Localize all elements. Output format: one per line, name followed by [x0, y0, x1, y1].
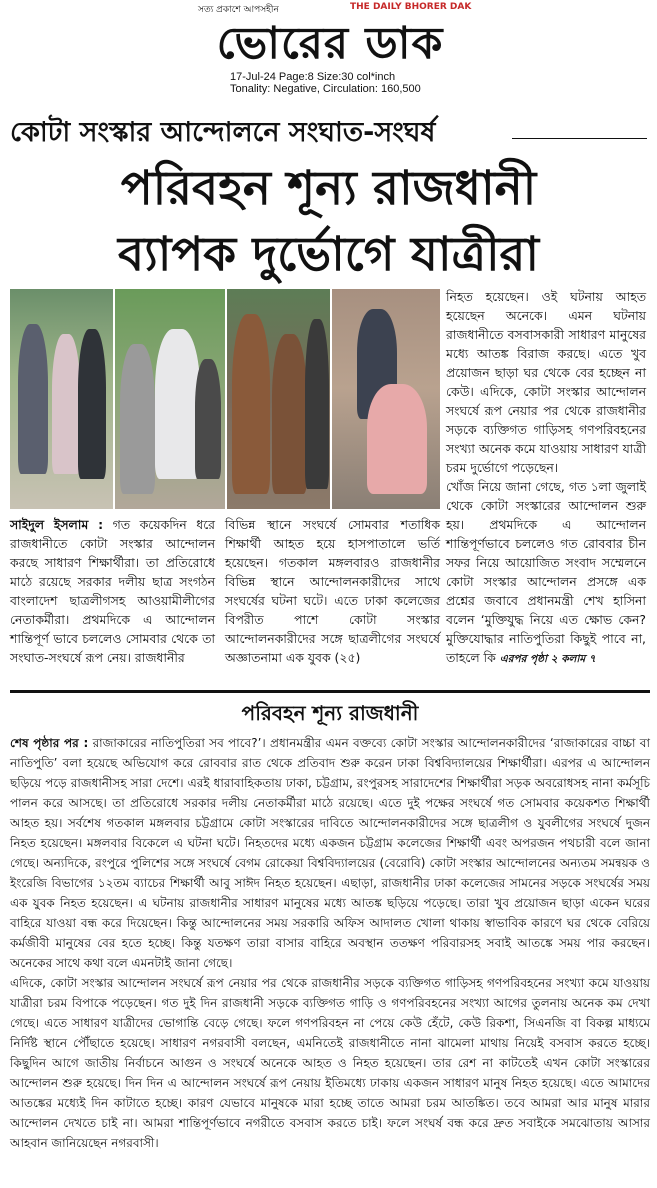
continuation-lead: শেষ পৃষ্ঠার পর : — [10, 736, 89, 750]
column-3-paragraph-1: নিহত হয়েছেন। ওই ঘটনায় আহত হয়েছেন অনেকে। এমন ঘটনায় রাজধানীতে বসবাসকারী সাধারণ মানুষের মধ্যে আতঙ্ক বিরাজ করছে। এতে খুব প্রয়োজন ছাড়া ঘর থেকে বের হচ্ছেন না কেউ। এদিকে, কোটা সংস্কার আন্দোলন সংঘর্ষে রূপ নেয়ার পর থেকে রাজধানীর সড়কে ব্যক্তিগত গাড়িসহ গণপরিবহনের সংখ্যা অনেক কমে যাওয়ায় সাধারণ যাত্রী চরম দুর্ভোগে পড়েছেন। — [446, 289, 646, 475]
photo-protesters-4 — [332, 289, 440, 509]
clip-metadata — [230, 71, 421, 95]
continuation-title: পরিবহন শূন্য রাজধানী — [241, 701, 419, 725]
newspaper-logo: ভোরের ডাক — [216, 18, 444, 69]
masthead — [0, 0, 657, 105]
continuation-section — [10, 690, 650, 1187]
photo-protesters-3 — [227, 289, 330, 509]
continuation-body — [10, 733, 650, 1153]
headline-line-1: পরিবহন শূন্য রাজধানী — [120, 161, 537, 216]
article-column-3 — [446, 287, 646, 669]
clip-tonality-line: Tonality: Negative, Circulation: 160,500 — [230, 83, 421, 95]
headline-line-2: ব্যাপক দুর্ভোগে যাত্রীরা — [117, 227, 539, 282]
column-1-text: গত কয়েকদিন ধরে রাজধানীতে কোটা সংস্কার আন্দোলন করছে সাধারণ শিক্ষার্থীরা। তা প্রতিরোধে মাঠে রয়েছে সরকার দলীয় ছাত্র সংগঠন বাংলাদেশ ছাত্রলীগসহ আওয়ামীলীগের নেতাকর্মীরা। প্রথমদিকে এ আন্দোলন শান্তিপূর্ণ ভাবে চললেও সোমবার থেকে তা সংঘাত-সংঘর্ষে রূপ নেয়। রাজধানীর — [10, 517, 215, 665]
article-column-2 — [225, 515, 440, 667]
jump-note: এরপর পৃষ্ঠা ২ কলাম ৭ — [499, 653, 596, 665]
photo-protesters-2 — [115, 289, 225, 509]
byline: সাইদুল ইসলাম : — [10, 517, 104, 532]
article-kicker: কোটা সংস্কার আন্দোলনে সংঘাত-সংঘর্ষ — [10, 117, 436, 148]
masthead-tagline: সত্য প্রকাশে আপসহীন — [198, 5, 279, 15]
column-2-text: বিভিন্ন স্থানে সংঘর্ষে সোমবার শতাধিক শিক্ষার্থী আহত হয়ে হাসপাতালে ভর্তি হয়েছেন। গতকাল মঙ্গলবারও রাজধানীর বিভিন্ন স্থানে আন্দোলনকারীদের সাথে সংঘর্ষের ঘটনা ঘটে। এতে ঢাকা কলেজের বিপরীত পাশে কোটা সংস্কার আন্দোলনকারীদের সঙ্গে ছাত্রলীগের সংঘর্ষে অজ্ঞাতনামা এক যুবক (২৫) — [225, 517, 440, 665]
kicker-rule — [512, 138, 647, 139]
photo-collage — [10, 289, 440, 509]
photo-protesters-1 — [10, 289, 113, 509]
continuation-paragraph-2: এদিকে, কোটা সংস্কার আন্দোলন সংঘর্ষে রূপ নেয়ার পর থেকে রাজধানীর সড়কে ব্যক্তিগত গাড়িসহ গণপরিবহনের সংখ্যা কমে যাওয়ায় যাত্রীরা চরম বিপাকে পড়েছেন। গত দুই দিন রাজধানী সড়কে ব্যক্তিগত গাড়ি ও গণপরিবহনের সংখ্যা আগের তুলনায় অনেক কম দেখা গেছে। এতে সাধারণ যাত্রীদের ভোগান্তি বেড়ে গেছে। ফলে গণপরিবহন না পেয়ে কেউ হেঁটে, কেউ রিকশা, সিএনজি বা বিকল্প মাধ্যমে নির্দিষ্ট স্থানে পৌঁছাতে হয়েছে। সাধারণ নগরবাসী বলছেন, এমনিতেই রাজধানীতে নানা ঝামেলা মাথায় নিয়েই বসবাস করতে হচ্ছে। কিছুদিন আগে জাতীয় নির্বাচনে আগুন ও সংঘর্ষে অনেকে আহত ও নিহত হয়েছেন। তার রেশ না কাটতেই এখন কোটা সংস্কারের আন্দোলন শুরু হয়েছে। দিন দিন এ আন্দোলন সংঘর্ষে রূপ নেয়ায় ইতিমধ্যে ঢাকায় একজন সাধারণ মানুষ নিহত হয়েছে। এতে আমাদের আতঙ্কের মধ্যেই দিন কাটাতে হচ্ছে। কারণ যেভাবে মানুষকে মারা হচ্ছে তাতে আমরা চরম আতঙ্কিত। তবে আমরা আর মানুষ মারার আন্দোলন দেখতে চাই না। আমরা শান্তিপূর্ণভাবে নগরীতে বসবাস করতে চাই। ফলে সংঘর্ষ বন্ধ করে দ্রুত সবাইকে সমঝোতায় আসার আহবান জানিয়েছেন নগরবাসী। — [10, 976, 650, 1150]
article-column-1 — [10, 515, 215, 667]
column-3-paragraph-2: খোঁজ নিয়ে জানা গেছে, গত ১লা জুলাই থেকে কোটা সংস্কারের আন্দোলন শুরু হয়। প্রথমদিকে এ আন্দোলন শান্তিপূর্ণভাবে চললেও গত রোববার চীন সফর নিয়ে আয়োজিত সংবাদ সম্মেলনে কোটা সংস্কার আন্দোলন প্রসঙ্গে এক প্রশ্নের জবাবে প্রধানমন্ত্রী শেখ হাসিনা বলেন ‘মুক্তিযুদ্ধ নিয়ে এত ক্ষোভ কেন? মুক্তিযোদ্ধার নাতিপুতিরা কিছুই পাবে না, তাহলে কি — [446, 479, 646, 665]
masthead-english-name: THE DAILY BHORER DAK — [350, 2, 472, 12]
clip-date-line: 17-Jul-24 Page:8 Size:30 col*inch — [230, 71, 396, 83]
continuation-paragraph-1: রাজাকারের নাতিপুতিরা সব পাবে?’। প্রধানমন্ত্রীর এমন বক্তব্যে কোটা সংস্কার আন্দোলনকারীদের ‘রাজাকারের বাচ্চা বা নাতিপুতি’ বলা হয়েছে অভিযোগ করে রোববার রাত থেকে প্রতিবাদ শুরু করেন ঢাকা বিশ্ববিদ্যালয়ের শিক্ষার্থীরা। এরপর এ আন্দোলন ছড়িয়ে পড়ে রাজধানীসহ সারা দেশে। এরই ধারাবাহিকতায় ঢাকা, চট্টগ্রাম, রংপুরসহ সারাদেশের শিক্ষার্থীরা সড়ক অবরোধসহ নানা কর্মসূচি পালন করে আসছে। তা প্রতিরোধে সরকার দলীয় নেতাকর্মীরা মাঠে রয়েছে। এতে দুই পক্ষের সংঘর্ষে গত সোমবার কয়েকশত শিক্ষার্থী আহত হয়। সর্বশেষ গতকাল মঙ্গলবার চট্টগ্রামে কোটা সংস্কারের দাবিতে আন্দোলনকারীদের সঙ্গে ছাত্রলীগ ও যুবলীগের সংঘর্ষে দুজন নিহত হয়েছেন। মঙ্গলবার বিকেলে এ ঘটনা ঘটে। নিহতদের মধ্যে একজন চট্টগ্রাম কলেজের শিক্ষার্থী এবং অপরজন পথচারী বলে জানা গেছে। অন্যদিকে, রংপুরে পুলিশের সঙ্গে সংঘর্ষে বেগম রোকেয়া বিশ্ববিদ্যালয়ের (বেরোবি) কোটা সংস্কার আন্দোলনের অন্যতম সমন্বয়ক ও ইংরেজি বিভাগের ১২তম ব্যাচের শিক্ষার্থী আবু সাঈদ নিহত হয়েছেন। এছাড়া, রাজধানীর ঢাকা কলেজের সামনের সড়কে সংঘর্ষের সময় এক যুবক নিহত হয়েছেন। এ ঘটনায় রাজধানীর সাধারণ মানুষের মধ্যে আতঙ্ক ছড়িয়ে পড়েছে। তারা খুব প্রয়োজন ছাড়া একেন ঘরের বাহিরে যাওয়া বন্ধ করে দিয়েছেন। কিন্তু আন্দোলনের সময় সরকারি অফিস আদালত খোলা থাকায় স্বাভাবিক কারণে ঘর থেকে বেরিয়ে কর্মজীবী মানুষের বের হতে হচ্ছে। কিন্তু যতক্ষণ তারা বাসার বাহিরে অবস্থান তত‌ক্ষণ পরিবারসহ সবাই আতঙ্কে সময় পার করছেন। অনেকের সাথে কথা বলে এমনটাই জানা গেছে। — [10, 736, 650, 970]
